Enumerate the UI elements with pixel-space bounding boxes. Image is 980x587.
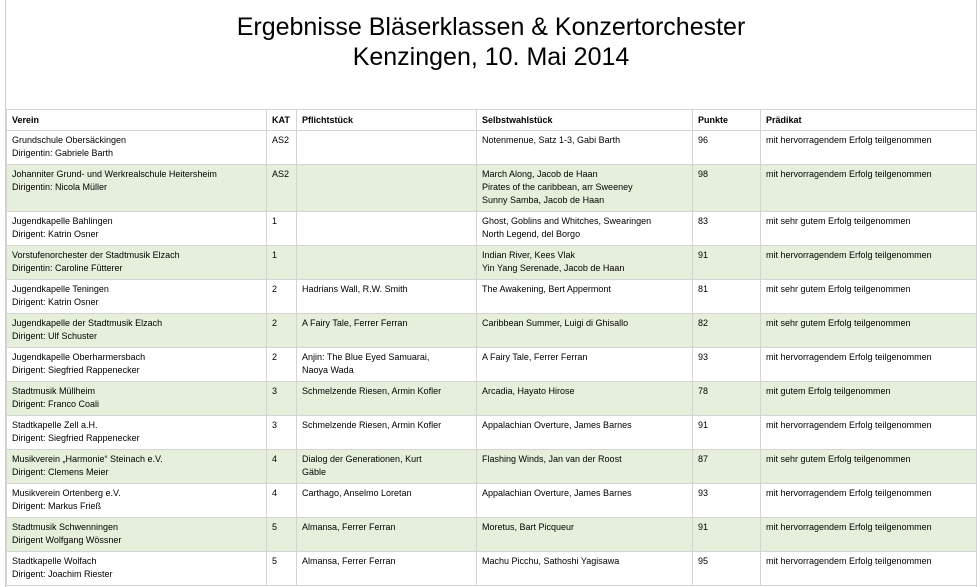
pflicht-cell — [297, 165, 477, 212]
kat-cell: 2 — [267, 280, 297, 314]
pflicht-cell — [297, 484, 477, 518]
selbst-line: The Awakening, Bert Appermont — [482, 284, 611, 294]
table-row — [7, 131, 977, 165]
kat-cell: 2 — [267, 348, 297, 382]
column-header-punkte: Punkte — [693, 110, 761, 131]
title-line-1: Ergebnisse Bläserklassen & Konzertorchester — [236, 13, 746, 41]
pflicht-line: Carthago, Anselmo Loretan — [302, 488, 412, 498]
kat-cell: 4 — [267, 450, 297, 484]
pflicht-cell — [297, 212, 477, 246]
pflicht-line: Dialog der Generationen, Kurt — [302, 454, 422, 464]
selbst-cell — [477, 450, 693, 484]
column-header-kat: KAT — [267, 110, 297, 131]
selbst-cell — [477, 382, 693, 416]
table-row — [7, 314, 977, 348]
verein-name: Jugendkapelle Oberharmersbach — [12, 352, 146, 362]
praedikat-cell: mit hervorragendem Erfolg teilgenommen — [761, 165, 977, 212]
verein-name: Stadtmusik Müllheim — [12, 386, 96, 396]
column-header-pflichtstueck: Pflichtstück — [297, 110, 477, 131]
verein-name: Jugendkapelle Teningen — [12, 284, 109, 294]
verein-cell — [7, 518, 267, 552]
selbst-cell — [477, 131, 693, 165]
dirigent-name: Dirigent: Katrin Osner — [12, 229, 99, 239]
punkte-cell: 78 — [693, 382, 761, 416]
selbst-line: Pirates of the caribbean, arr Sweeney — [482, 182, 633, 192]
kat-cell: 2 — [267, 314, 297, 348]
dirigent-name: Dirigent: Clemens Meier — [12, 467, 109, 477]
pflicht-line: Hadrians Wall, R.W. Smith — [302, 284, 408, 294]
punkte-cell: 81 — [693, 280, 761, 314]
selbst-line: Appalachian Overture, James Barnes — [482, 488, 632, 498]
dirigent-name: Dirigent: Siegfried Rappenecker — [12, 365, 140, 375]
selbst-line: Sunny Samba, Jacob de Haan — [482, 195, 605, 205]
verein-cell — [7, 314, 267, 348]
selbst-line: Arcadia, Hayato Hirose — [482, 386, 575, 396]
header-row — [7, 110, 977, 131]
pflicht-line: Anjin: The Blue Eyed Samuarai, — [302, 352, 430, 362]
pflicht-line: Schmelzende Riesen, Armin Kofler — [302, 386, 442, 396]
dirigent-name: Dirigent: Ulf Schuster — [12, 331, 98, 341]
table-row — [7, 348, 977, 382]
verein-cell — [7, 450, 267, 484]
verein-name: Vorstufenorchester der Stadtmusik Elzach — [12, 250, 180, 260]
punkte-cell: 91 — [693, 416, 761, 450]
verein-cell — [7, 280, 267, 314]
selbst-line: A Fairy Tale, Ferrer Ferran — [482, 352, 588, 362]
table-row — [7, 552, 977, 586]
verein-cell — [7, 552, 267, 586]
verein-name: Musikverein Ortenberg e.V. — [12, 488, 121, 498]
selbst-cell — [477, 416, 693, 450]
praedikat-cell: mit hervorragendem Erfolg teilgenommen — [761, 484, 977, 518]
dirigent-name: Dirigent: Markus Frieß — [12, 501, 102, 511]
title-line-2: Kenzingen, 10. Mai 2014 — [352, 43, 630, 71]
table-row — [7, 518, 977, 552]
praedikat-cell: mit sehr gutem Erfolg teilgenommen — [761, 450, 977, 484]
punkte-cell: 91 — [693, 246, 761, 280]
verein-cell — [7, 484, 267, 518]
table-row — [7, 484, 977, 518]
pflicht-cell — [297, 280, 477, 314]
praedikat-cell: mit hervorragendem Erfolg teilgenommen — [761, 552, 977, 586]
verein-cell — [7, 246, 267, 280]
selbst-cell — [477, 280, 693, 314]
selbst-line: Yin Yang Serenade, Jacob de Haan — [482, 263, 625, 273]
punkte-cell: 95 — [693, 552, 761, 586]
praedikat-cell: mit hervorragendem Erfolg teilgenommen — [761, 518, 977, 552]
results-sheet — [5, 0, 977, 587]
punkte-cell: 82 — [693, 314, 761, 348]
praedikat-cell: mit gutem Erfolg teilgenommen — [761, 382, 977, 416]
verein-name: Jugendkapelle Bahlingen — [12, 216, 113, 226]
verein-name: Johanniter Grund- und Werkrealschule Heitersheim — [12, 169, 217, 179]
column-header-selbstwahlstueck: Selbstwahlstück — [477, 110, 693, 131]
selbst-cell — [477, 212, 693, 246]
pflicht-line: Gäble — [302, 467, 327, 477]
dirigent-name: Dirigent Wolfgang Wössner — [12, 535, 122, 545]
pflicht-cell — [297, 131, 477, 165]
results-body — [7, 131, 977, 586]
kat-cell: 5 — [267, 518, 297, 552]
verein-cell — [7, 348, 267, 382]
verein-name: Grundschule Obersäckingen — [12, 135, 127, 145]
table-row — [7, 280, 977, 314]
kat-cell: AS2 — [267, 131, 297, 165]
pflicht-cell — [297, 314, 477, 348]
table-row — [7, 416, 977, 450]
table-row — [7, 450, 977, 484]
praedikat-cell: mit hervorragendem Erfolg teilgenommen — [761, 348, 977, 382]
kat-cell: 5 — [267, 552, 297, 586]
selbst-line: Moretus, Bart Picqueur — [482, 522, 575, 532]
verein-name: Jugendkapelle der Stadtmusik Elzach — [12, 318, 163, 328]
pflicht-cell — [297, 552, 477, 586]
selbst-line: Machu Picchu, Sathoshi Yagisawa — [482, 556, 620, 566]
selbst-line: Ghost, Goblins and Whitches, Swearingen — [482, 216, 652, 226]
verein-cell — [7, 212, 267, 246]
punkte-cell: 87 — [693, 450, 761, 484]
selbst-cell — [477, 165, 693, 212]
selbst-line: March Along, Jacob de Haan — [482, 169, 598, 179]
selbst-cell — [477, 348, 693, 382]
dirigent-name: Dirigentin: Caroline Fütterer — [12, 263, 123, 273]
dirigent-name: Dirigent: Siegfried Rappenecker — [12, 433, 140, 443]
selbst-cell — [477, 484, 693, 518]
dirigent-name: Dirigentin: Nicola Müller — [12, 182, 108, 192]
praedikat-cell: mit sehr gutem Erfolg teilgenommen — [761, 212, 977, 246]
kat-cell: 1 — [267, 246, 297, 280]
table-row — [7, 212, 977, 246]
verein-name: Stadtkapelle Zell a.H. — [12, 420, 98, 430]
column-header-praedikat: Prädikat — [761, 110, 977, 131]
verein-name: Stadtkapelle Wolfach — [12, 556, 97, 566]
column-header-verein: Verein — [7, 110, 267, 131]
selbst-line: Indian River, Kees Vlak — [482, 250, 576, 260]
selbst-line: North Legend, del Borgo — [482, 229, 581, 239]
verein-cell — [7, 382, 267, 416]
selbst-line: Caribbean Summer, Luigi di Ghisallo — [482, 318, 629, 328]
dirigent-name: Dirigentin: Gabriele Barth — [12, 148, 114, 158]
kat-cell: 1 — [267, 212, 297, 246]
selbst-cell — [477, 246, 693, 280]
dirigent-name: Dirigent: Katrin Osner — [12, 297, 99, 307]
table-row — [7, 246, 977, 280]
punkte-cell: 98 — [693, 165, 761, 212]
kat-cell: 4 — [267, 484, 297, 518]
pflicht-line: Naoya Wada — [302, 365, 354, 375]
selbst-cell — [477, 552, 693, 586]
selbst-line: Appalachian Overture, James Barnes — [482, 420, 632, 430]
table-row — [7, 382, 977, 416]
pflicht-line: A Fairy Tale, Ferrer Ferran — [302, 318, 408, 328]
praedikat-cell: mit sehr gutem Erfolg teilgenommen — [761, 314, 977, 348]
pflicht-cell — [297, 348, 477, 382]
selbst-cell — [477, 314, 693, 348]
verein-cell — [7, 131, 267, 165]
praedikat-cell: mit hervorragendem Erfolg teilgenommen — [761, 131, 977, 165]
kat-cell: AS2 — [267, 165, 297, 212]
pflicht-cell — [297, 416, 477, 450]
selbst-cell — [477, 518, 693, 552]
pflicht-cell — [297, 246, 477, 280]
pflicht-line: Almansa, Ferrer Ferran — [302, 522, 396, 532]
verein-cell — [7, 165, 267, 212]
verein-cell — [7, 416, 267, 450]
kat-cell: 3 — [267, 382, 297, 416]
praedikat-cell: mit sehr gutem Erfolg teilgenommen — [761, 280, 977, 314]
verein-name: Musikverein „Harmonie“ Steinach e.V. — [12, 454, 163, 464]
dirigent-name: Dirigent: Franco Coali — [12, 399, 100, 409]
table-row — [7, 165, 977, 212]
punkte-cell: 96 — [693, 131, 761, 165]
praedikat-cell: mit hervorragendem Erfolg teilgenommen — [761, 246, 977, 280]
pflicht-line: Almansa, Ferrer Ferran — [302, 556, 396, 566]
results-table — [6, 109, 977, 586]
pflicht-line: Schmelzende Riesen, Armin Kofler — [302, 420, 442, 430]
punkte-cell: 93 — [693, 484, 761, 518]
punkte-cell: 91 — [693, 518, 761, 552]
punkte-cell: 93 — [693, 348, 761, 382]
page-title — [6, 12, 976, 72]
pflicht-cell — [297, 518, 477, 552]
punkte-cell: 83 — [693, 212, 761, 246]
kat-cell: 3 — [267, 416, 297, 450]
dirigent-name: Dirigent: Joachim Riester — [12, 569, 113, 579]
pflicht-cell — [297, 382, 477, 416]
praedikat-cell: mit hervorragendem Erfolg teilgenommen — [761, 416, 977, 450]
pflicht-cell — [297, 450, 477, 484]
selbst-line: Flashing Winds, Jan van der Roost — [482, 454, 622, 464]
selbst-line: Notenmenue, Satz 1-3, Gabi Barth — [482, 135, 621, 145]
verein-name: Stadtmusik Schwenningen — [12, 522, 119, 532]
